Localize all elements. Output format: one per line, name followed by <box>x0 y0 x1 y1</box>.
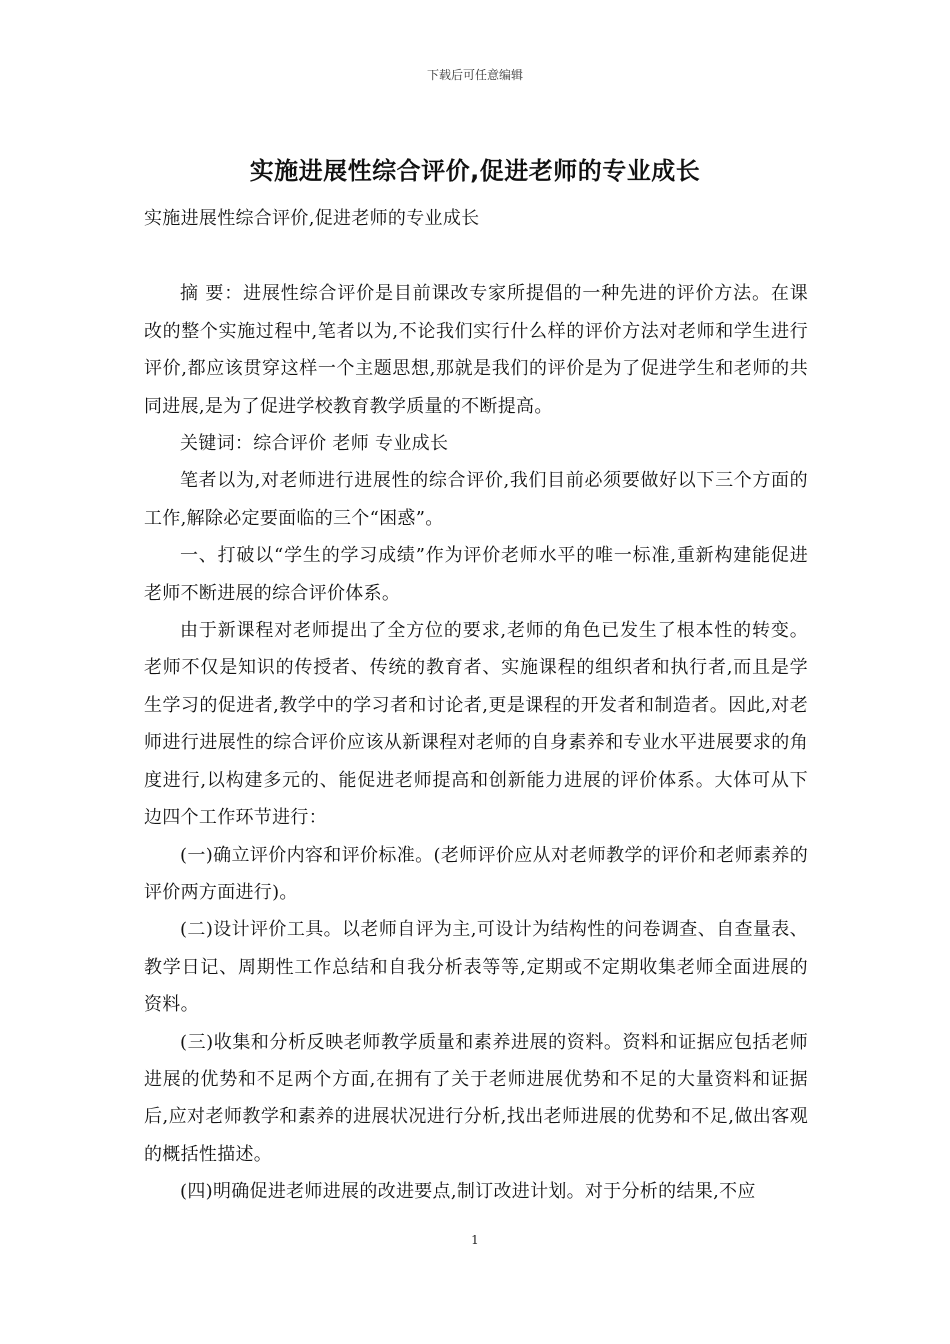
section-heading-paragraph: 一、打破以“学生的学习成绩”作为评价老师水平的唯一标准,重新构建能促进老师不断进展的综合评价体系。 <box>144 545 808 604</box>
list-item-paragraph: (三)收集和分析反映老师教学质量和素养进展的资料。资料和证据应包括老师进展的优势和不足两个方面,在拥有了关于老师进展优势和不足的大量资料和证据后,应对老师教学和素养的进展状况进行分析,找出老师进展的优势和不足,做出客观的概括性描述。 <box>144 1031 808 1165</box>
page-header-note: 下载后可任意编辑 <box>426 68 523 82</box>
body-paragraph: 由于新课程对老师提出了全方位的要求,老师的角色已发生了根本性的转变。老师不仅是知识的传授者、传统的教育者、实施课程的组织者和执行者,而且是学生学习的促进者,教学中的学习者和讨论者,更是课程的开发者和制造者。因此,对老师进行进展性的综合评价应该从新课程对老师的自身素养和专业水平进展要求的角度进行,以构建多元的、能促进老师提高和创新能力进展的评价体系。大体可从下边四个工作环节进行： <box>144 620 808 829</box>
list-item-paragraph: (二)设计评价工具。以老师自评为主,可设计为结构性的问卷调查、自查量表、教学日记、周期性工作总结和自我分析表等等,定期或不定期收集老师全面进展的资料。 <box>144 919 808 1016</box>
document-body <box>144 200 808 1211</box>
document-title: 实施进展性综合评价,促进老师的专业成长 <box>249 157 701 185</box>
abstract-paragraph: 摘 要：进展性综合评价是目前课改专家所提倡的一种先进的评价方法。在课改的整个实施过程中,笔者以为,不论我们实行什么样的评价方法对老师和学生进行评价,都应该贯穿这样一个主题思想,那就是我们的评价是为了促进学生和老师的共同进展,是为了促进学校教育教学质量的不断提高。 <box>144 283 808 417</box>
page-number: 1 <box>471 1233 479 1247</box>
document-subtitle: 实施进展性综合评价,促进老师的专业成长 <box>144 208 480 229</box>
list-item-paragraph: (一)确立评价内容和评价标准。(老师评价应从对老师教学的评价和老师素养的评价两方面进行)。 <box>144 844 808 903</box>
list-item-paragraph: (四)明确促进老师进展的改进要点,制订改进计划。对于分析的结果,不应 <box>180 1181 756 1203</box>
keywords-paragraph: 关键词：综合评价 老师 专业成长 <box>180 433 449 455</box>
body-paragraph: 笔者以为,对老师进行进展性的综合评价,我们目前必须要做好以下三个方面的工作,解除必定要面临的三个“困惑”。 <box>144 470 808 529</box>
